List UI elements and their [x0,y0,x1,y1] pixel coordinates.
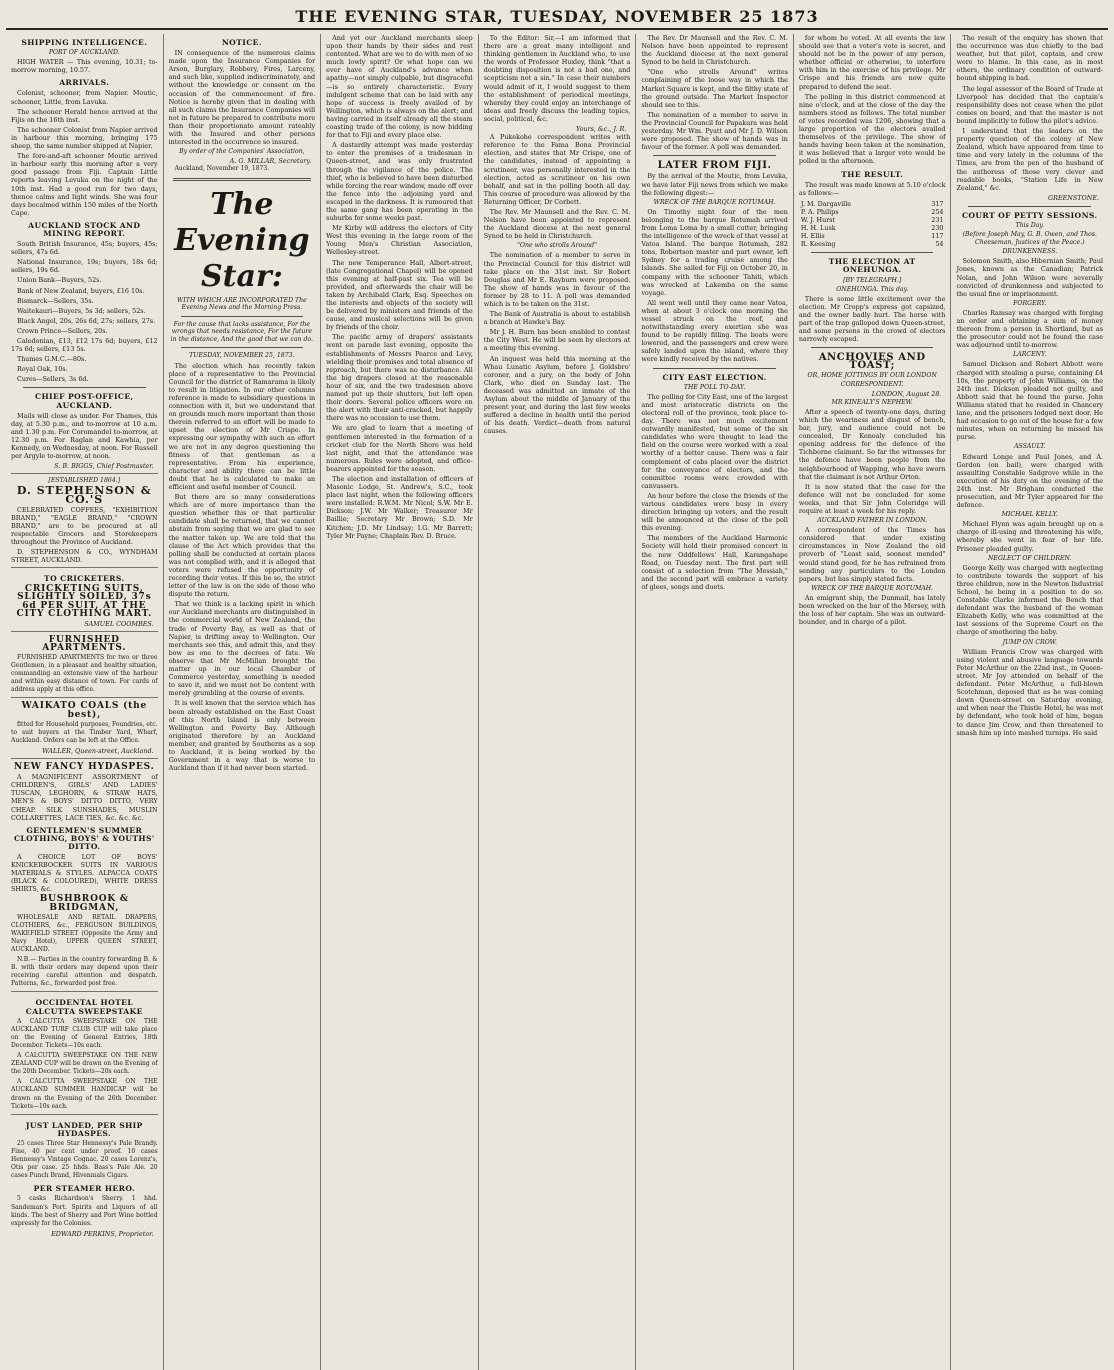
cricketing-ad: CRICKETING SUITS, SLIGHTLY SOILED, 37s 6d PER SUIT, AT THE CITY CLOTHING MART. [16,584,153,619]
arrivals-heading: ARRIVALS. [59,78,110,88]
stephenson-address: D. STEPHENSON & CO., WYNDHAM STREET, AUCKLAND. [11,548,158,565]
bushbrook-address: WHOLESALE AND RETAIL DRAPERS, CLOTHIERS, &c., FERGUSON BUILDINGS, WAKEFIELD STREET (Opposite the Army and Navy Hotel), UPPER QUEEN STREET, AUCKLAND. [11,913,158,953]
result-intro: The result was made known at 5.10 o'clock as follows:— [798,180,946,197]
article-1: And yet our Auckland merchants sleep upon their hands by their sides and rest contented. What are we to do with men of so much lowly spirit? Or what hope can we ever have of Auckland's advance when apathy—not simply culpable, but disgraceful—is so entirely characteristic. Every indulgent scheme that can be laid with any hope of success is freely availed of by Wellington, which is always on the alert; and having carried in itself already all the steam coasting trade of the colony, is now bidding for that to Fiji and every place else. [326,34,473,140]
stock-heading: AUCKLAND STOCK AND MINING REPORT. [28,220,141,238]
article-2: A dastardly attempt was made yesterday to enter the premises of a tradesman in Queen-street, and was only frustrated through the vigilance of the police. The thief, who is believed to have been disturbed while forcing the rear window, made off over the fence into the adjoining yard and escaped in the darkness. It is rumoured that the same gang has been operating in the suburbs for some weeks past. [326,141,473,223]
court-heading: COURT OF PETTY SESSIONS. [961,210,1098,220]
assault-heading: ASSAULT. [1014,443,1046,451]
notice-signature: A. G. MILLAR, Secretary. [229,157,312,166]
leader-1: The election which has recently taken place of a representative to the Provincial Council for the district of Ramarama is likely to result in litigation. In our other columns reference is made to subsidiary questions in connection with it, but we understand that on grounds much more important than those therein referred to an effort will be made to upset the election of Mr Crispe. In expressing our sympathy with such an effort we are not in any degree questioning the fitness of that gentleman as a representative. From his experience, character and ability there can be little doubt that he is calculated to make an efficient and useful member of Council. [168,361,316,491]
calcutta-3: A CALCUTTA SWEEPSTAKE ON THE AUCKLAND SUMMER HANDICAP will be drawn on the Evening of the 26th December. Tickets—10s each. [11,1078,158,1110]
onehunga-subheading: [BY TELEGRAPH.] [843,276,902,284]
candidate-votes: 117 [931,232,944,241]
candidate-votes: 254 [931,207,944,216]
article-3: I understand that the leaders on the property question of the colony of New Zealand, which have appeared from time to time and very lately in the columns of the Times, are from the pen of the husband of the authoress of those very clever and readable books, "Station Life in New Zealand," &c. [956,127,1104,192]
wrecked-heading: AUCKLAND FATHER IN LONDON. [817,517,928,525]
notice-order: By order of the Companies' Association, [179,148,305,156]
table-row [799,224,946,232]
onehunga-place: ONEHUNGA. This day. [836,285,909,293]
table-row [799,208,946,216]
anchovies-subheading-2: MR KINEALY'S NEPHEW. [831,398,913,406]
calcutta-2: A CALCUTTA SWEEPSTAKE ON THE NEW ZEALAND CUP will be drawn on the Evening of the 20th December. Tickets—20s each. [11,1052,158,1076]
article-3: The nomination of a member to serve in the Provincial Council for this district will take place on the 31st inst. Sir Robert Douglas and Mr E. Rayburn were proposed. The show of hands was in favour of the former by 28 to 11. A poll was demanded which is to be taken on the 31st. [483,251,631,308]
attempt-heading: WRECK OF THE BARQUE ROTUMAH. [811,584,934,592]
shipping-news-1: The schooner Herald hence arrived at the Fijis on the 16th inst. [11,107,158,124]
post-office-heading: CHIEF POST-OFFICE, AUCKLAND. [35,392,134,410]
poem-heading: "One who strolls Around" [517,242,597,250]
stock-line: Thames G.M.C.—80s. [17,355,87,364]
stock-line: Black Angel, 20s, 26s 6d, 27s; sellers, 27s. [17,316,156,325]
candidate-name: P. A. Philips [800,207,839,216]
forgery-text: Charles Ramsay was charged with forging an order and obtaining a sum of money thereon from a person in Shortland, but as the prosecutor could not be found the case was adjourned until to-morrow. [956,308,1104,350]
table-row [799,232,946,240]
court-date: This Day. [1015,221,1045,229]
onehunga-heading: THE ELECTION AT ONEHUNGA. [828,257,916,275]
landed-heading: JUST LANDED, PER SHIP HYDASPES. [25,1120,143,1138]
article-7: The election and installation of officers of Masonic Lodge, St. Andrew's, S.C., took place last night, when the following officers were installed: R.W.M. Mr Nicol; S.W. Mr E. Dickson; J.W. Mr Walker; Treasurer Mr Baillie; Secretary Mr Brown; S.D. Mr Kitchen; J.D. Mr Lindsay; I.G. Mr Barrett; Tyler Mr Payne; Chaplain Rev. D. Bruce. [326,474,473,540]
poll-heading: THE POLL TO-DAY. [683,383,746,391]
bushbrook-note: N.B.— Parties in the country forwarding B. & B. with their orders may depend upon their receiving careful attention and despatch. Patterns, &c., forwarded post free. [11,956,158,988]
divider [653,368,776,369]
divider [811,252,934,253]
divider [23,387,146,388]
stock-line: Bismarck—Sellers, 35s. [17,296,94,305]
port-heading: PORT OF AUCKLAND. [48,49,120,57]
candidate-name: H. Ellis [800,232,825,241]
established-label: [ESTABLISHED 1864.] [48,477,121,485]
calcutta-1: A CALCUTTA SWEEPSTAKE ON THE AUCKLAND TURF CLUB CUP will take place on the Evening of General Entries, 18th December. Tickets—10s each. [11,1017,158,1049]
article-1: The Rev. Dr Maunsell and the Rev. C. M. Nelson have been appointed to represent the Auckland diocese at the next general Synod to be held in Christchurch. [641,34,788,67]
article-3: The nomination of a member to serve in the Provincial Council for Papakura was held yesterday. Mr Wm. Pyatt and Mr J. D. Wilson were proposed. The show of hands was in favour of the former. A poll was demanded. [641,110,788,152]
fiji-2: All went well until they came near Vatoa, when at about 3 o'clock one morning the vessel struck on the reef, and notwithstanding every exertion she was found to be rapidly filling. The boats were lowered, and the passengers and crew were safely landed upon the island, where they were kindly received by the natives. [641,298,788,364]
column-5 [636,34,794,1370]
leader-2: But there are so many considerations which are of more importance than the question whether this or that particular candidate shall be returned, that we cannot abstain from saying that we are glad to see the matter taken up. We are told that the clause of the Act which provides that the polling shall be conducted at certain places was not complied with, and it is alleged that voters were refused the opportunity of recording their votes. If this be so, the strict letter of the law is on the side of those who dispute the return. [168,493,316,599]
column-7 [951,34,1108,1370]
divider [173,178,312,181]
candidate-name: J. M. Dargaville [800,199,852,208]
waikato-ad: fitted for Household purposes, Foundries, etc. to suit buyers at the Timber Yard, Wharf, Auckland. Orders can be left at the Office. [11,720,158,744]
new-fancy-heading: NEW FANCY HYDASPES. [14,762,155,773]
divider [968,206,1091,207]
crow-text: William Francis Crow was charged with using violent and abusive language towards Peter McArthur on the 22nd inst., in Queen-street. Mr Joy attended on behalf of the defendant. Peter McArthur, a full-blown Scotchman, deposed that as he was coming down Queen-street on Saturday evening, and when near the Thistle Hotel, he was met by defendant, who took hold of him, began to dance Jim Crow, and then threatened to smash him up into mashed turnips. He said [956,647,1104,737]
candidate-name: R. Keesing [800,240,836,249]
notice-date: Auckland, November 19, 1873. [174,165,270,173]
shipping-heading: SHIPPING INTELLIGENCE. [21,38,148,47]
stock-line: Union Bank—Buyers, 52s. [17,276,102,285]
waikato-heading: WAIKATO COALS (the best), [21,701,147,720]
result-heading: THE RESULT. [841,169,904,179]
shipping-news-3: The fore-and-aft schooner Moutic arrived in harbour early this morning after a very good passage from Fiji. Captain Little reports leaving Levuka on the night of the 10th inst. Had a good run for two days, thence calms and light winds. She was four days becalmed within 150 miles of the North Cape. [11,152,158,217]
crow-heading: JUMP ON CROW. [1002,638,1057,646]
candidate-votes: 231 [931,215,944,224]
onehunga-1: There is some little excitement over the election. Mr Cropp's express got capsized, and the owner badly hurt. The horse with part of the trap galloped down Queen-street, and some persons in the crowd of electors narrowly escaped. [798,294,946,344]
divider [181,316,304,317]
anchovies-subheading: OR, HOME JOTTINGS BY OUR LONDON CORRESPONDENT. [807,372,937,388]
assault-text: Edward Longe and Paul Jones, and A. Gordon (on bail), were charged with assaulting Constable Sadgrove while in the execution of his duty on the evening of the 24th inst. Mr Brigham conducted the prosecution, and Mr Tyler appeared for the defence. [956,452,1104,510]
perkins-signature: EDWARD PERKINS, Proprietor. [51,1229,154,1238]
stock-line: National Insurance, 19s; buyers, 18s 6d; sellers, 19s 6d. [11,258,158,275]
furnished-heading: FURNISHED APARTMENTS. [42,634,127,653]
article-2: The legal assessor of the Board of Trade at Liverpool has decided that the captain's responsibility does not cease when the pilot comes on board, and that the master is not bound implicitly to follow the pilot's advice. [956,84,1104,125]
candidate-votes: 54 [935,240,944,249]
city-east-heading: CITY EAST ELECTION. [662,372,767,382]
article-6: We are glad to learn that a meeting of gentlemen interested in the formation of a cricket club for the North Shore was held last night, and that the attendance was numerous. Rules were adopted, and office-bearers appointed for the season. [326,424,473,473]
column-4 [479,34,637,1370]
notice-text: IN consequence of the numerous claims made upon the Insurance Companies for Arson, Burglary, Robbery, Fires, Larceny, and such like, supplied indiscriminately, and without the knowledge or consent on the occasion of the commencement of fire. Notice is hereby given that in dealing with all such claims the Insurance Companies will not in future be prepared to contribute more than their proportionate amount rateably with the Insured and other persons interested in the occurrence so insured. [168,49,316,147]
article-6: An inquest was held this morning at the Whau Lunatic Asylum, before J. Goldsbro' coroner, and a jury, on the body of John Clark, who died on Sunday last. The deceased was admitted an inmate of the Asylum about the middle of January of the present year, and during the last few weeks suffered a decline in health until the period of his death. Verdict—death from natural causes. [483,354,631,436]
stock-line: South British Insurance, 45s; buyers, 45s; sellers, 47s 6d. [11,240,158,257]
new-fancy-ad: A MAGNIFICENT ASSORTMENT of CHILDREN'S, GIRLS' AND LADIES' TUSCAN, LEGHORN, & STRAW HATS, MEN'S & BOYS' DITTO DITTO, VERY CHEAP. SILK SUNSHADES, MUSLIN COLLARETTES, LACE TIES, &c. &c. &c. [11,773,158,822]
candidate-votes: 230 [931,224,944,233]
coombes-signature: SAMUEL COOMBES. [84,619,154,628]
article-4: The Bank of Australia is about to establish a branch at Hawke's Bay. [483,310,631,327]
article-2: The Rev. Mr Maunsell and the Rev. C. M. Nelson have been appointed to represent the Auckland diocese at the next general Synod to be held in Christchurch. [483,207,631,241]
waller-signature: WALLER, Queen-street, Auckland. [42,746,154,755]
furnished-ad: FURNISHED APARTMENTS for two or three Gentlemen, in a pleasant and healthy situation, commanding an extensive view of the harbour and within easy distance of town. For cards of address apply at this office. [11,654,158,694]
anchovies-date: LONDON, August 28. [871,389,942,398]
article-1: A Pukekohe correspondent writes with reference to the Fama Bona Provincial election, and states that Mr Crispe, one of the candidates, instead of appointing a scrutineer, was personally interested in the election, acted as scrutineer on his own behalf, and sat in the polling booth all day. This course of procedure was allowed by the Returning Officer, Dr Corbett. [483,133,631,206]
stock-line: Waitekauri—Buyers, 5s 3d; sellers, 52s. [17,306,146,315]
leader-4: It is well known that the service which has been already established on the East Coast of this North Island is only between Wellington and Poverty Bay. Although originated therefore by an Auckland member, and granted by Southerns as a sop to Auckland, it is being worked by the Government in a way that is worse to Auckland than if it had never been started. [168,699,316,773]
candidate-name: H. H. Lusk [800,224,836,233]
article-2: "One who strolls Around" writes complaining of the loose way in which the Market Square is kept, and the filthy state of the ground outside. The Market Inspector should see to this. [641,68,788,109]
steamers-heading: PER STEAMER HERO. [33,1184,135,1194]
kelly-heading: MICHAEL KELLY. [1001,511,1058,519]
candidate-votes: 317 [931,199,944,208]
greenstone-signature: GREENSTONE. [1048,193,1100,202]
table-row [799,216,946,224]
column-2 [164,34,322,1370]
forgery-heading: FORGERY. [1013,299,1047,307]
column-1 [6,34,164,1370]
steamers-list: 5 casks Richardson's Sherry. 1 hhd. Sandeman's Port. Spirits and Liquors of all kinds. The best of Sherry and Port Wine bottled expressly for the Colonies. [11,1195,158,1227]
attempt-1: An emigrant ship, the Dunmail, has lately been wrecked on the bar of the Mersey, with the loss of her captain. She was an outward-bounder, and in charge of a pilot. [798,593,946,627]
column-3 [321,34,479,1370]
children-heading: NEGLECT OF CHILDREN. [988,554,1072,562]
article-3: Mr Kirby will address the electors of City West this evening in the large room of the Young Men's Christian Association, Wellesley-street. [326,224,473,257]
article-4: The new Temperance Hall, Albert-street, (late Congregational Chapel) will be opened this evening at half-past six. Tea will be provided, and afterwards the chair will be taken by Archibald Clark, Esq. Speeches on the interests and objects of the society will be delivered by ministers and friends of the cause, and musical selections will be given by friends of the choir. [326,258,473,332]
city-east-2: An hour before the close the friends of the various candidates were busy in every direction bringing up voters, and the result will be announced at the close of the poll this evening. [641,491,788,533]
post-office-notice: Mails will close as under. For Thames, this day, at 5.30 p.m., and to-morrow at 10 a.m. and 1.30 p.m. For Coromandel to-morrow, at 12.30 p.m. For Raglan and Kawhia, per Kennedy, on Wednesday, at noon. For Russell per Argyle to-morrow, at noon. [11,411,158,461]
cricketers-heading: TO CRICKETERS. [44,574,125,584]
letter-signature: Yours, &c., J. R. [575,125,627,134]
bushbrook-heading: BUSHBROOK & BRIDGMAN, [39,894,129,913]
divider [181,347,304,348]
incorporated-line: WITH WHICH ARE INCORPORATED The Evening News and the Morning Press. [176,296,307,312]
dateline: TUESDAY, NOVEMBER 25, 1873. [189,352,295,360]
drunkenness-text: Solomon Smith, also Hibernian Smith; Paul Jones, known as the Canadian; Patrick Nolan, and John Wilson were severally convicted of drunkenness and subjected to the usual fine or imprisonment. [956,257,1104,298]
anchovies-1: After a speech of twenty-one days, during which the weariness and disgust of bench, bar, jury, and audience could not be concealed, Dr Kenealy concluded his opening address for the defence of the Tichborne claimant. So far the witnesses for the defence have been people from the neighbourhood of Wapping, who have sworn that the claimant is not Arthur Orton. [798,407,946,481]
column-6 [794,34,952,1370]
larceny-text: Samuel Dickson and Robert Abbott were charged with stealing a purse, containing £4 10s, the property of John Williams, on the 24th inst. Dickson pleaded not guilty, and Abbott said that he found the purse. John Williams stated that he resided in Chancery lane, and the prisoners lodged next door. He had occasion to go out of the house for a few minutes, when on returning he missed his purse. [956,360,1104,442]
columns [6,34,1108,1370]
divider [653,155,776,156]
results-table [799,200,946,249]
letter-text: To the Editor: Sir,—I am informed that there are a great many intelligent and thinking gentlemen in Auckland who, to use the words of Professor Huxley, think "that a doubting disposition is not a bad one, and scepticism not a sin." In case their numbers would admit of it, I would suggest to them the establishment of periodical meetings, whereby they could enjoy an interchange of ideas and freely discuss the leading topics, social, political, &c. [483,34,631,123]
article-5: The pacific army of drapers' assistants went on parade last evening, opposite the establishments of Messrs Pearce and Levy, wielding their promises and total absence of reproach, but there was no disturbance. All the big drapers closed at the reasonable hour of six, and the two tradesmen above named put up their shutters, but left open their doors. Several police officers were on the alert with their anti-cracked, but happily there was no occasion to use them. [326,333,473,423]
fiji-heading: LATER FROM FIJI. [657,160,772,172]
stock-line: Crown Prince—Sellers, 20s. [17,326,108,335]
divider [811,347,934,348]
nameplate: The Evening Star: [174,186,310,294]
candidate-name: W. J. Hurst [800,215,836,224]
anchovies-heading: ANCHOVIES AND TOAST; [818,352,926,372]
fiji-subheading: WRECK OF THE BARQUE ROTUMAH. [653,198,776,206]
city-east-3: The members of the Auckland Harmonic Society will hold their promised concert in the new Oddfellows' Hall, Karangahape Road, on Tuesday next. The first part will consist of a selection from "The Messiah," and the second part will embrace a variety of glees, songs and duets. [641,534,788,591]
article-1: The result of the enquiry has shown that the occurrence was due chiefly to the bad weather, but that pilot, captain, and crew were to blame. In this case, as in most others, the ordinary condition of outward-bound shipping is bad. [956,34,1104,83]
leader-3: That we think is a lacking spirit in which our Auckland merchants are distinguished in the commercial world of New Zealand, the trade of Poverty Bay, as well as that of Napier, is drifting away to Wellington. Our merchants see this, and admit this, and they bow as one to the decrees of fate. We observe that Mr McMillan brought the matter up in our local Chamber of Commerce yesterday, something is needed to save it, and we must not be content with merely grumbling at the course of events. [168,600,316,698]
stock-line: Bank of New Zealand, buyers, £16 10s. [17,286,145,295]
stephenson-title: D. STEPHENSON & CO.'S [16,484,152,506]
motto: For the cause that lacks assistance, For the wrongs that needs resistance, For the future in the distance, And the good that we can do. [170,320,314,343]
masthead: THE EVENING STAR, TUESDAY, NOVEMBER 25 1873 [6,6,1108,30]
calcutta-heading: OCCIDENTAL HOTEL CALCUTTA SWEEPSTAKE [25,998,143,1016]
arrivals: Colonist, schooner, from Napier. Moutic, schooner, Little, from Lavuka. [11,89,158,106]
stock-line: Royal Oak, 10s. [17,365,68,374]
article-2: The polling in this district commenced at nine o'clock, and at the close of the day the numbers stood as follows. The total number of votes recorded was 1206, showing that a large proportion of the electors availed themselves of the privilege. The show of hands having been taken at the nomination, it was believed that a larger vote would be polled in the afternoon. [798,92,946,166]
wrecked-1: A correspondent of the Times has considered that under existing circumstances in New Zealand the old proverb of "Least said, soonest mended" would stand good, for he has refrained from sending any particulars to the London papers, but has simply stated facts. [798,526,946,583]
anchovies-2: It is now stated that the case for the defence will not be concluded for some weeks, and that Sir John Coleridge will require at least a week for his reply. [798,482,946,515]
article-1: for whom he voted. At all events the law should see that a voter's vote is secret, and should not be in the power of any person, whether official or otherwise, to interfere with him in the exercise of his privilege. Mr Crispe and his friends are now quite prepared to defend the seat. [798,34,946,91]
article-5: Mr J. H. Burn has been enabled to contest the City West. He will be seen by electors at a meeting this evening. [483,328,631,353]
tides: HIGH WATER — This evening, 10.31; to-morrow morning, 10.57. [11,58,158,75]
landed-list: 25 cases Three Star Hennessy's Pale Brandy. Fine, 40 per cent under proof. 10 cases Hennessy's Vintage Cognac. 20 cases Lorenz's, Otis per case. 25 hhds. Bass's Pale Ale. 20 cases Punch Brand, Hivenmals Cigars. [11,1139,158,1180]
coffee-ad: CELEBRATED COFFEES, "EXHIBITION BRAND," "EAGLE BRAND," "CROWN BRAND," are to be procured at all respectable Grocers and Storekeepers throughout the Province of Auckland. [11,505,158,546]
stock-line: Caledonian, £13, £12 17s 6d; buyers, £12 17s 6d; sellers, £13 5s. [11,337,158,354]
drunkenness-heading: DRUNKENNESS. [1002,248,1058,256]
fiji-intro: By the arrival of the Moutic, from Levuka, we have later Fiji news from which we make the following digest:— [641,172,788,197]
notice-heading: NOTICE. [221,38,262,47]
shipping-news-2: The schooner Colonist from Napier arrived in harbour this morning, bringing 175 sheep, the same number shipped at Napier. [11,125,158,151]
gentlemen-clothing: GENTLEMEN'S SUMMER CLOTHING, BOYS' & YOUTHS' DITTO. [13,825,155,851]
table-row [799,240,946,248]
boys-suits: A CHOICE LOT OF BOYS' KNICKERBOCKER SUITS IN VARIOUS MATERIALS & STYLES. ALPACCA COATS (BLACK & COLOURED), WHITE DRESS SHIRTS, &c. [11,852,158,894]
larceny-heading: LARCENY. [1013,351,1047,359]
table-row [799,200,946,208]
kelly-text: Michael Flynn was again brought up on a charge of ill-using and threatening his wife, whereby she went in fear of her life. Prisoner pleaded guilty. [956,520,1104,553]
court-justices: (Before Joseph May, G. B. Owen, and Thos. Cheeseman, Justices of the Peace.) [962,231,1097,247]
fiji-1: On Timothy night four of the men belonging to the barque Rotumah arrived from Loma Loma by a small cutter, bringing the intelligence of the wreck of that vessel at Vatoa Island. The barque Rotumah, 282 tons, Robertson master and part owner, left Sydney for a trading cruise among the Islands. She sailed for Fiji on October 20, in company with the schooner Tahiti, which was wrecked at Lakemba on the same voyage. [641,207,788,297]
city-east-1: The polling for City East, one of the largest and most aristocratic districts on the electoral roll of the province, took place to-day. There was not much excitement outwardly manifested, but some of the six candidates who were thought to lead the field on the course were worked with a zeal worthy of a better cause. There was a fair complement of cabs placed over the district for the conveyance of electors, and the committee rooms were crowded with canvassers. [641,392,788,490]
stock-line: Cures—Sellers, 3s 6d. [17,375,89,384]
post-office-signature: S. B. BIGGS, Chief Postmaster. [54,462,154,471]
children-text: George Kelly was charged with neglecting to contribute towards the support of his three children, now in the Newton Industrial School, he being in a position to do so. Constable Clarke informed the Bench that defendant was the husband of the woman Elizabeth Kelly, who was committed at the last sessions of the Supreme Court on the charge of smothering the baby. [956,563,1104,637]
